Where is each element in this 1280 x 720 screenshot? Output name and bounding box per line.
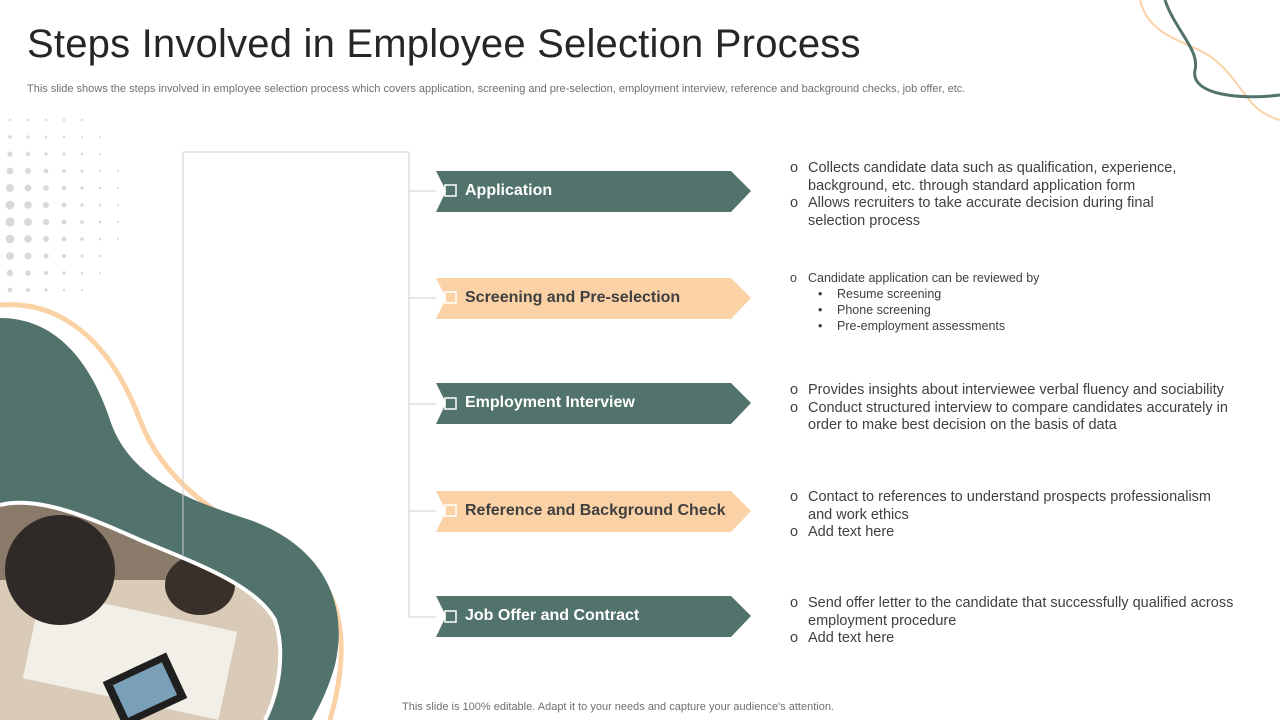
dot-pattern xyxy=(5,119,119,293)
slide-subtitle: This slide shows the steps involved in employee selection process which covers application, screening and pre-selection, employment interview, reference and background checks, job offer, etc. xyxy=(27,83,966,95)
description-continuation: employment procedure xyxy=(808,612,957,629)
circle-bullet-icon: o xyxy=(790,160,799,176)
description-item: o Add text here xyxy=(790,524,895,540)
description-continuation: and work ethics xyxy=(808,506,909,523)
wave-line-peach xyxy=(1140,0,1280,120)
circle-bullet-icon: o xyxy=(790,195,799,211)
dot-bullet-icon: • xyxy=(818,303,823,317)
description-subitem: • Phone screening xyxy=(818,303,931,317)
circle-bullet-icon: o xyxy=(790,489,799,505)
step-label-interview: Employment Interview xyxy=(465,394,635,411)
step-label-offer: Job Offer and Contract xyxy=(465,607,640,624)
description-item: o Contact to references to understand prospects professionalism xyxy=(790,489,1211,505)
description-continuation: order to make best decision on the basis of data xyxy=(808,417,1117,433)
circle-bullet-icon: o xyxy=(790,524,799,540)
circle-bullet-icon: o xyxy=(790,595,799,611)
step-description-interview xyxy=(790,382,1250,435)
slide-footer: This slide is 100% editable. Adapt it to your needs and capture your audience's attention. xyxy=(402,701,834,713)
description-continuation: selection process xyxy=(808,212,921,229)
circle-bullet-icon: o xyxy=(790,382,799,398)
description-item: o Add text here xyxy=(790,630,895,646)
description-subitem: • Resume screening xyxy=(818,287,942,301)
circle-bullet-icon: o xyxy=(790,271,797,285)
description-subitem: • Pre-employment assessments xyxy=(818,319,1006,333)
dot-bullet-icon: • xyxy=(818,319,823,333)
circle-bullet-icon: o xyxy=(790,630,799,646)
description-item: o Send offer letter to the candidate that successfully qualified across xyxy=(790,595,1234,611)
step-label-application: Application xyxy=(465,182,553,199)
description-item: o Provides insights about interviewee verbal fluency and sociability xyxy=(790,382,1224,398)
step-description-screening xyxy=(790,270,1250,334)
description-item: o Candidate application can be reviewed by xyxy=(790,271,1040,285)
step-description-application xyxy=(790,160,1250,230)
step-description-reference xyxy=(790,489,1250,542)
description-item: o Allows recruiters to take accurate decision during final xyxy=(790,195,1154,211)
description-item: o Conduct structured interview to compare candidates accurately in xyxy=(790,399,1228,416)
slide-title: Steps Involved in Employee Selection Process xyxy=(27,22,861,66)
step-description-offer xyxy=(790,595,1250,648)
description-item: o Collects candidate data such as qualification, experience, xyxy=(790,160,1177,176)
description-continuation: background, etc. through standard application form xyxy=(808,177,1136,194)
step-label-reference: Reference and Background Check xyxy=(465,502,726,519)
dot-bullet-icon: • xyxy=(818,287,823,301)
circle-bullet-icon: o xyxy=(790,399,799,416)
step-label-screening: Screening and Pre-selection xyxy=(465,289,681,306)
